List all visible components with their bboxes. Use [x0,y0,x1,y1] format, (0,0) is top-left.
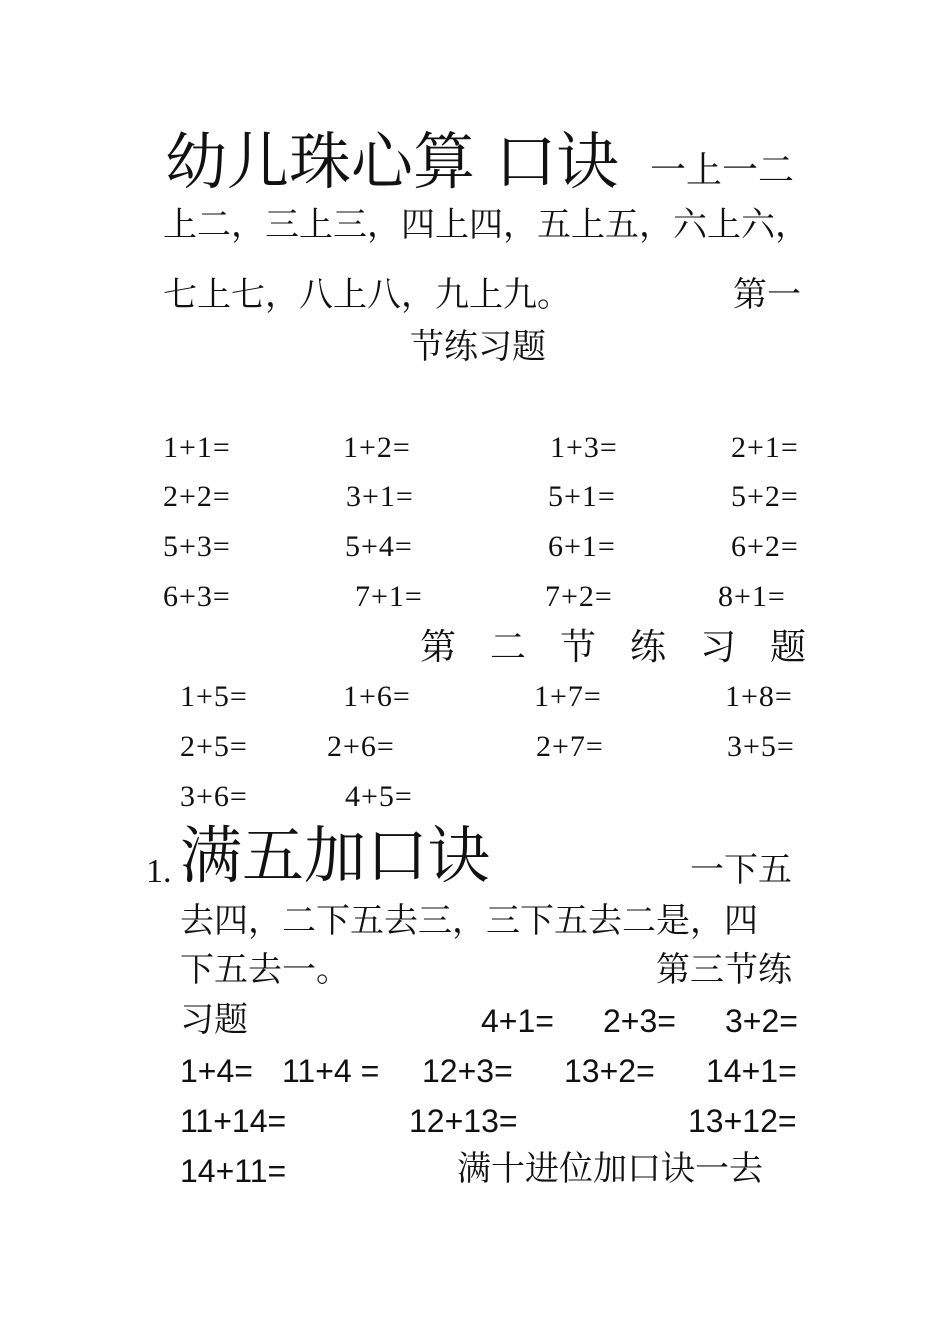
exercise: 1+4= [180,1053,253,1089]
exercise: 1+1= [163,431,231,464]
exercise: 3+1= [346,480,414,513]
heading3-number: 1. [146,853,172,890]
exercise: 7+1= [355,580,423,613]
section1-heading-part2: 节练习题 [410,327,546,367]
exercise: 2+6= [327,730,395,763]
exercise: 3+6= [180,780,248,813]
exercise: 5+3= [163,530,231,563]
exercise: 13+12= [688,1103,797,1139]
exercise: 6+3= [163,580,231,613]
rule-line-2: 下五去一。 [180,950,350,990]
heading3-tail: 一下五 [690,850,792,890]
exercise: 6+1= [548,530,616,563]
rule-line-1: 去四，二下五去三，三下五去二是，四 [180,901,758,941]
exercise: 8+1= [718,580,786,613]
exercise: 14+1= [706,1053,797,1089]
exercise: 2+1= [731,431,799,464]
exercise: 1+6= [343,680,411,713]
exercise: 13+2= [564,1053,655,1089]
exercise: 2+2= [163,480,231,513]
exercise: 3+2= [725,1003,798,1039]
heading3-title: 满五加口诀 [180,819,491,892]
title-tail: 一上一二 [650,150,795,191]
exercise: 12+13= [409,1103,518,1139]
exercise: 5+1= [548,480,616,513]
exercise: 2+7= [536,730,604,763]
exercise: 4+5= [345,780,413,813]
next-section-heading: 满十进位加口诀一去 [457,1149,763,1189]
page-title: 幼儿珠心算 口诀 [165,125,619,198]
exercise: 2+3= [603,1003,676,1039]
exercise: 1+7= [534,680,602,713]
exercise: 7+2= [545,580,613,613]
exercise: 3+5= [727,730,795,763]
section2-heading: 第二节练习题 [420,627,841,668]
section3-heading-part2: 习题 [180,1000,248,1040]
exercise: 14+11= [180,1153,287,1189]
exercise: 1+2= [343,431,411,464]
exercise: 1+3= [550,431,618,464]
exercise: 12+3= [422,1053,513,1089]
exercise: 1+8= [725,680,793,713]
exercise: 11+14= [180,1103,287,1139]
exercise: 11+4 = [282,1053,380,1089]
intro-line-1: 上二，三上三，四上四，五上五，六上六， [163,205,809,245]
exercise: 1+5= [180,680,248,713]
exercise: 5+2= [731,480,799,513]
section3-heading-part1: 第三节练 [656,950,792,990]
exercise: 5+4= [345,530,413,563]
intro-line-2: 七上七，八上八，九上九。 [163,275,571,315]
exercise: 4+1= [481,1003,554,1039]
section1-heading-part1: 第一 [733,275,801,315]
exercise: 6+2= [731,530,799,563]
exercise: 2+5= [180,730,248,763]
